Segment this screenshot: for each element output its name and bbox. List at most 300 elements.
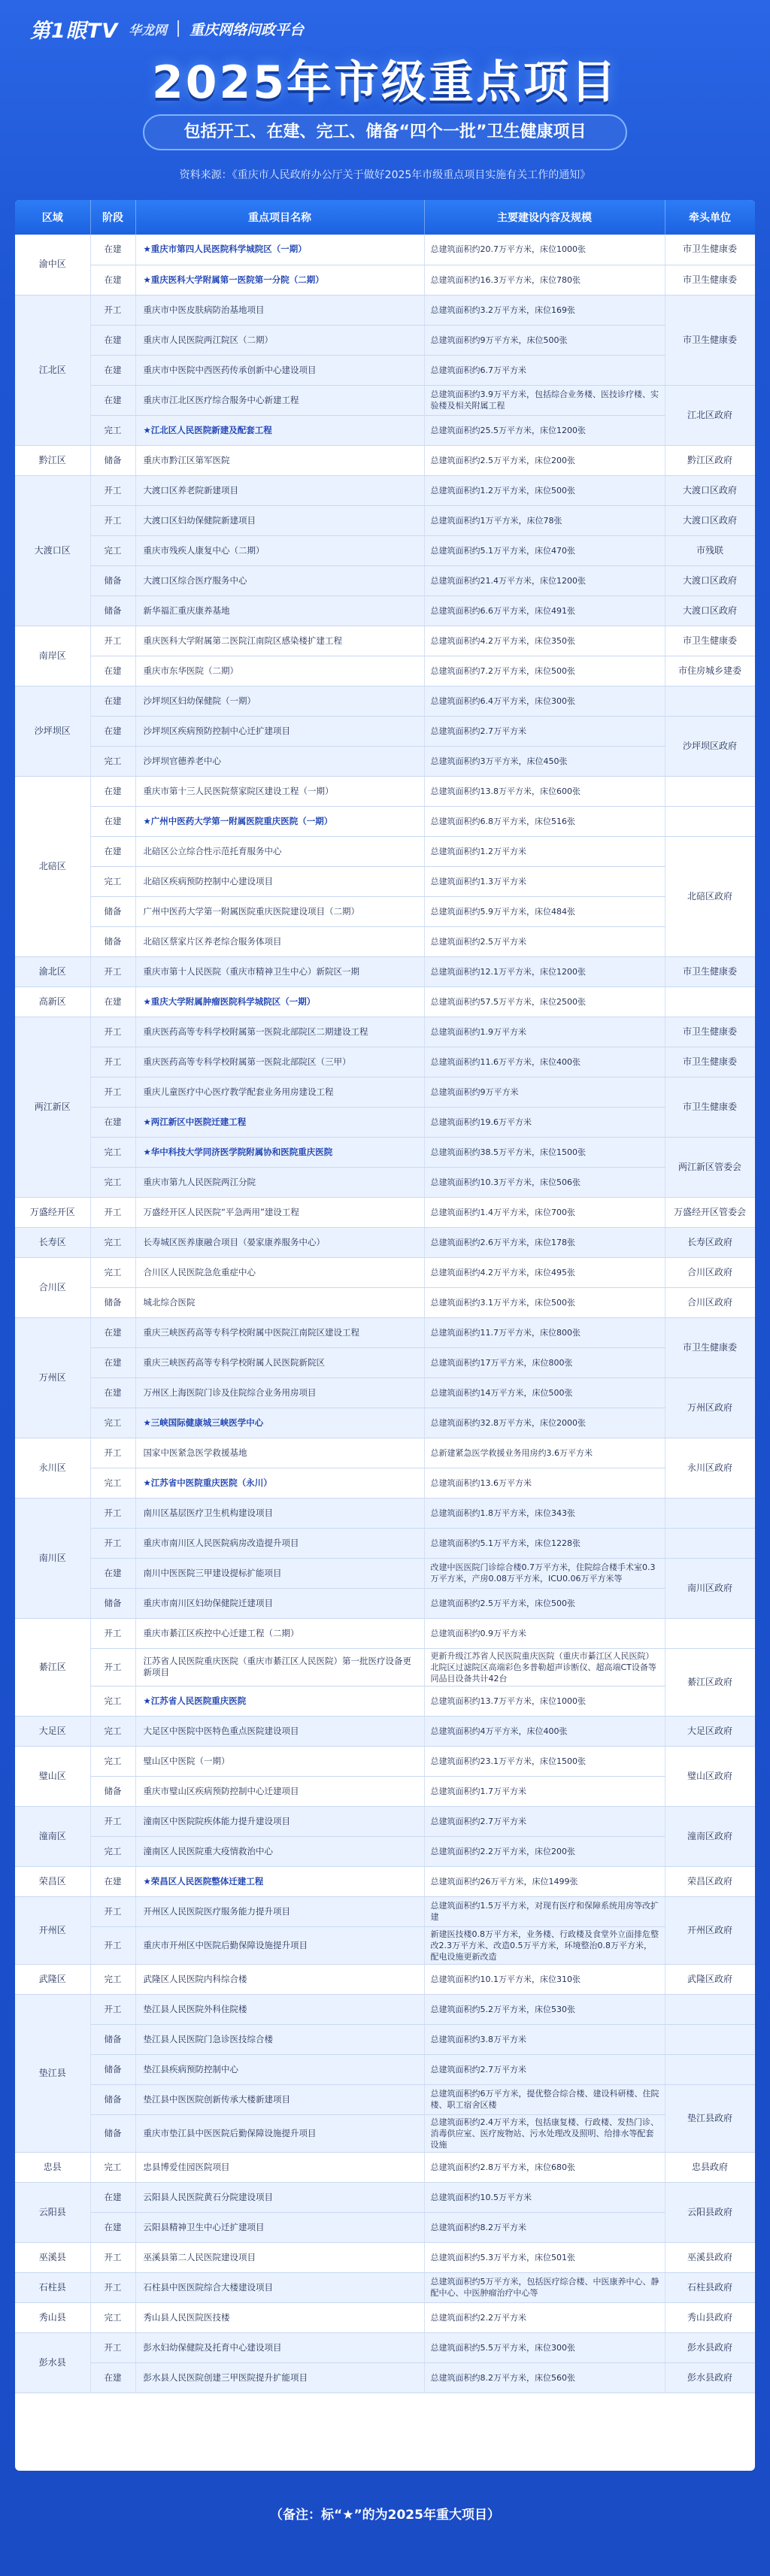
- cell-district: 南岸区: [15, 626, 90, 686]
- cell-project-name: 潼南区中医院院疾体能力提升建设项目: [135, 1806, 424, 1836]
- cell-project-name: 重庆医药高等专科学校附属第一医院北部院区二期建设工程: [135, 1017, 424, 1047]
- cell-stage: 开工: [90, 2242, 135, 2272]
- table-row: [15, 716, 755, 746]
- cell-district: 忠县: [15, 2152, 90, 2182]
- cell-lead-unit: 市卫生健康委: [665, 265, 755, 295]
- cell-scale: 总建筑面积约32.8万平方米，床位2000张: [424, 1408, 665, 1438]
- cell-stage: 储备: [90, 1776, 135, 1806]
- cell-stage: 在建: [90, 2362, 135, 2393]
- cell-scale: 总建筑面积约57.5万平方米，床位2500张: [424, 986, 665, 1017]
- table-row: [15, 2272, 755, 2302]
- cell-project-name: 城北综合医院: [135, 1287, 424, 1317]
- cell-stage: 开工: [90, 1438, 135, 1468]
- cell-stage: 开工: [90, 1994, 135, 2024]
- page-title: 2025年市级重点项目: [152, 56, 618, 109]
- cell-lead-unit: 石柱县政府: [665, 2272, 755, 2302]
- table-row: [15, 1588, 755, 1618]
- table-row: [15, 926, 755, 956]
- cell-district: 大足区: [15, 1716, 90, 1746]
- table-row: [15, 626, 755, 656]
- cell-lead-unit: [665, 986, 755, 1017]
- table-row: [15, 656, 755, 686]
- cell-district: 黔江区: [15, 445, 90, 475]
- cell-project-name: 大渡口区养老院新建项目: [135, 475, 424, 505]
- table-row: [15, 1227, 755, 1257]
- table-row: [15, 2054, 755, 2084]
- cell-scale: 总建筑面积约1万平方米，床位78张: [424, 505, 665, 535]
- table-row: [15, 1377, 755, 1408]
- cell-scale: 总建筑面积约5.3万平方米，床位501张: [424, 2242, 665, 2272]
- table-row: [15, 986, 755, 1017]
- cell-scale: 总建筑面积约1.5万平方米，对现有医疗和保障系统用房等改扩建: [424, 1896, 665, 1926]
- cell-lead-unit: 市卫生健康委: [665, 1047, 755, 1077]
- cell-stage: 完工: [90, 1716, 135, 1746]
- cell-scale: 总建筑面积约1.3万平方米: [424, 866, 665, 896]
- cell-stage: 开工: [90, 1648, 135, 1686]
- platform-logo[interactable]: 重庆网络问政平台: [189, 21, 305, 38]
- cell-project-name: 重庆市中医院中西医药传承创新中心建设项目: [135, 355, 424, 385]
- table-row: [15, 1347, 755, 1377]
- table-row: [15, 2302, 755, 2332]
- cell-scale: 总建筑面积约1.7万平方米: [424, 1776, 665, 1806]
- cell-scale: 总建筑面积约2.6万平方米，床位178张: [424, 1227, 665, 1257]
- cell-lead-unit: [665, 806, 755, 836]
- cell-stage: 完工: [90, 2302, 135, 2332]
- cell-scale: 总建筑面积约5万平方米，包括医疗综合楼、中医康养中心、静配中心、中医肿瘤治疗中心等: [424, 2272, 665, 2302]
- cell-district: 大渡口区: [15, 475, 90, 626]
- table-row: [15, 1257, 755, 1287]
- cell-scale: 总建筑面积约1.2万平方米: [424, 836, 665, 866]
- cell-stage: 开工: [90, 1047, 135, 1077]
- cell-project-name: 北碚区疾病预防控制中心建设项目: [135, 866, 424, 896]
- cell-stage: 储备: [90, 2054, 135, 2084]
- cell-scale: 总建筑面积约20.7万平方米，床位1000张: [424, 235, 665, 265]
- cell-stage: 完工: [90, 1686, 135, 1716]
- table-row: [15, 475, 755, 505]
- cell-scale: 总建筑面积约2.7万平方米: [424, 1806, 665, 1836]
- table-row: [15, 565, 755, 596]
- cell-scale: 总建筑面积约38.5万平方米，床位1500张: [424, 1137, 665, 1167]
- cell-project-name: 垫江县中医医院创新传承大楼新建项目: [135, 2084, 424, 2114]
- cell-project-name: 武隆区人民医院内科综合楼: [135, 1964, 424, 1994]
- table-row: [15, 385, 755, 415]
- cell-project-name: 重庆市垫江县中医医院后勤保障设施提升项目: [135, 2114, 424, 2152]
- cell-stage: 开工: [90, 1528, 135, 1558]
- cell-lead-unit: 两江新区管委会: [665, 1137, 755, 1197]
- cell-project-name: ★两江新区中医院迁建工程: [135, 1107, 424, 1137]
- table-row: [15, 896, 755, 926]
- cell-lead-unit: 綦江区政府: [665, 1648, 755, 1716]
- cell-scale: 总建筑面积约1.2万平方米，床位500张: [424, 475, 665, 505]
- cell-stage: 在建: [90, 1317, 135, 1347]
- table-row: [15, 1964, 755, 1994]
- table-header-row: [15, 200, 755, 235]
- cell-stage: 储备: [90, 926, 135, 956]
- cell-stage: 完工: [90, 535, 135, 565]
- cell-project-name: ★三峡国际健康城三峡医学中心: [135, 1408, 424, 1438]
- table-row: [15, 2332, 755, 2362]
- cell-lead-unit: 市卫生健康委: [665, 1077, 755, 1137]
- cell-district: 合川区: [15, 1257, 90, 1317]
- cell-stage: 完工: [90, 1167, 135, 1197]
- site-logo[interactable]: 华龙网: [129, 23, 168, 38]
- cell-lead-unit: 北碚区政府: [665, 836, 755, 956]
- cell-lead-unit: 大足区政府: [665, 1716, 755, 1746]
- table-row: [15, 1167, 755, 1197]
- cell-scale: 总建筑面积约5.2万平方米，床位530张: [424, 1994, 665, 2024]
- header-stage: 阶段: [90, 200, 135, 235]
- cell-project-name: 重庆市第十人民医院（重庆市精神卫生中心）新院区一期: [135, 956, 424, 986]
- cell-lead-unit: 黔江区政府: [665, 445, 755, 475]
- cell-lead-unit: 彭水县政府: [665, 2332, 755, 2362]
- logo-bar: [30, 14, 304, 44]
- cell-stage: 在建: [90, 325, 135, 355]
- table-row: [15, 1317, 755, 1347]
- cell-project-name: ★华中科技大学同济医学院附属协和医院重庆医院: [135, 1137, 424, 1167]
- cell-lead-unit: 南川区政府: [665, 1558, 755, 1618]
- cell-lead-unit: 潼南区政府: [665, 1806, 755, 1866]
- cell-project-name: 重庆市中医皮肤病防治基地项目: [135, 295, 424, 325]
- cell-project-name: 秀山县人民医院医技楼: [135, 2302, 424, 2332]
- cell-project-name: 重庆市人民医院两江院区（二期）: [135, 325, 424, 355]
- cell-project-name: ★重庆大学附属肿瘤医院科学城院区（一期）: [135, 986, 424, 1017]
- cell-scale: 总建筑面积约13.7万平方米，床位1000张: [424, 1686, 665, 1716]
- cell-stage: 在建: [90, 656, 135, 686]
- cell-stage: 开工: [90, 626, 135, 656]
- cell-lead-unit: 巫溪县政府: [665, 2242, 755, 2272]
- cell-lead-unit: [665, 1618, 755, 1648]
- cell-stage: 开工: [90, 1498, 135, 1528]
- table-row: [15, 1836, 755, 1866]
- table-row: [15, 1618, 755, 1648]
- projects-table-container: [15, 200, 755, 2471]
- table-row: [15, 2212, 755, 2242]
- table-row: [15, 2182, 755, 2212]
- table-row: [15, 836, 755, 866]
- cell-district: 荣昌区: [15, 1866, 90, 1896]
- table-row: [15, 1558, 755, 1588]
- cell-district: 武隆区: [15, 1964, 90, 1994]
- cell-district: 渝北区: [15, 956, 90, 986]
- cell-district: 渝中区: [15, 235, 90, 295]
- cell-stage: 完工: [90, 2152, 135, 2182]
- cell-district: 巫溪县: [15, 2242, 90, 2272]
- cell-lead-unit: 市卫生健康委: [665, 1317, 755, 1377]
- cell-project-name: 垫江县人民医院门急诊医技综合楼: [135, 2024, 424, 2054]
- cell-lead-unit: 大渡口区政府: [665, 565, 755, 596]
- cell-project-name: 彭水县人民医院创建三甲医院提升扩能项目: [135, 2362, 424, 2393]
- cell-lead-unit: 市卫生健康委: [665, 626, 755, 656]
- cell-project-name: 云阳县人民医院黄石分院建设项目: [135, 2182, 424, 2212]
- cell-scale: 总建筑面积约3.9万平方米，包括综合业务楼、医技诊疗楼、实验楼及相关附属工程: [424, 385, 665, 415]
- cell-stage: 完工: [90, 746, 135, 776]
- cell-scale: 总建筑面积约13.8万平方米，床位600张: [424, 776, 665, 806]
- cell-scale: 总建筑面积约21.4万平方米，床位1200张: [424, 565, 665, 596]
- cell-scale: 总新建紧急医学救援业务用房约3.6万平方米: [424, 1438, 665, 1468]
- cell-project-name: ★广州中医药大学第一附属医院重庆医院（一期）: [135, 806, 424, 836]
- cell-scale: 总建筑面积约2.5万平方米，床位500张: [424, 1588, 665, 1618]
- table-row: [15, 1468, 755, 1498]
- cell-stage: 完工: [90, 1836, 135, 1866]
- cell-lead-unit: 彭水县政府: [665, 2362, 755, 2393]
- cell-scale: 总建筑面积约1.4万平方米，床位700张: [424, 1197, 665, 1227]
- table-row: [15, 325, 755, 355]
- table-row: [15, 776, 755, 806]
- cell-scale: 总建筑面积约5.1万平方米，床位1228张: [424, 1528, 665, 1558]
- cell-scale: 总建筑面积约10.3万平方米，床位506张: [424, 1167, 665, 1197]
- cell-district: 永川区: [15, 1438, 90, 1498]
- cell-lead-unit: [665, 2054, 755, 2084]
- cell-district: 北碚区: [15, 776, 90, 956]
- cell-project-name: 重庆市黔江区第军医院: [135, 445, 424, 475]
- cell-project-name: 重庆儿童医疗中心医疗教学配套业务用房建设工程: [135, 1077, 424, 1107]
- cell-scale: 总建筑面积约8.2万平方米: [424, 2212, 665, 2242]
- cell-project-name: 新华福汇重庆康养基地: [135, 596, 424, 626]
- cell-district: 垫江县: [15, 1994, 90, 2152]
- cell-stage: 在建: [90, 686, 135, 716]
- cell-lead-unit: 万州区政府: [665, 1377, 755, 1438]
- cell-scale: 总建筑面积约5.9万平方米，床位484张: [424, 896, 665, 926]
- cell-scale: 总建筑面积约3.8万平方米: [424, 2024, 665, 2054]
- cell-scale: 总建筑面积约9万平方米: [424, 1077, 665, 1107]
- table-row: [15, 1107, 755, 1137]
- cell-scale: 总建筑面积约2.4万平方米，包括康复楼、行政楼、发热门诊、消毒供应室、医疗废物站、污水处理改及照明、给排水等配套设施: [424, 2114, 665, 2152]
- page-subtitle: 包括开工、在建、完工、储备“四个一批”卫生健康项目: [143, 114, 627, 150]
- cell-lead-unit: 合川区政府: [665, 1287, 755, 1317]
- table-row: [15, 415, 755, 445]
- cell-stage: 在建: [90, 1107, 135, 1137]
- cell-stage: 在建: [90, 986, 135, 1017]
- cell-scale: 总建筑面积约11.6万平方米，床位400张: [424, 1047, 665, 1077]
- cell-project-name: 广州中医药大学第一附属医院重庆医院建设项目（二期）: [135, 896, 424, 926]
- cell-stage: 开工: [90, 2332, 135, 2362]
- cell-project-name: 北碚区蔡家片区养老综合服务体项目: [135, 926, 424, 956]
- cell-lead-unit: 秀山县政府: [665, 2302, 755, 2332]
- cell-project-name: 沙坪坝官德养老中心: [135, 746, 424, 776]
- cell-district: 万盛经开区: [15, 1197, 90, 1227]
- table-row: [15, 1438, 755, 1468]
- cell-project-name: 垫江县人民医院外科住院楼: [135, 1994, 424, 2024]
- cell-district: 两江新区: [15, 1017, 90, 1197]
- cell-scale: 总建筑面积约6.6万平方米，床位491张: [424, 596, 665, 626]
- cell-scale: 总建筑面积约2.5万平方米，床位200张: [424, 445, 665, 475]
- cell-project-name: 潼南区人民医院重大疫情救治中心: [135, 1836, 424, 1866]
- cell-project-name: 重庆市南川区妇幼保健院迁建项目: [135, 1588, 424, 1618]
- cell-project-name: 南川区基层医疗卫生机构建设项目: [135, 1498, 424, 1528]
- cell-stage: 在建: [90, 2182, 135, 2212]
- cell-district: 长寿区: [15, 1227, 90, 1257]
- cell-project-name: 重庆市第九人民医院两江分院: [135, 1167, 424, 1197]
- cell-project-name: 沙坪坝区疾病预防控制中心迁扩建项目: [135, 716, 424, 746]
- cell-project-name: 长寿城区医养康融合项目（晏家康养服务中心）: [135, 1227, 424, 1257]
- cell-project-name: 云阳县精神卫生中心迁扩建项目: [135, 2212, 424, 2242]
- cell-scale: 总建筑面积约4.2万平方米，床位495张: [424, 1257, 665, 1287]
- cell-stage: 开工: [90, 1077, 135, 1107]
- cell-scale: 总建筑面积约2.2万平方米，床位200张: [424, 1836, 665, 1866]
- cell-scale: 总建筑面积约3万平方米，床位450张: [424, 746, 665, 776]
- cell-project-name: 重庆市第十三人民医院蔡家院区建设工程（一期）: [135, 776, 424, 806]
- table-row: [15, 866, 755, 896]
- cell-scale: 总建筑面积约10.5万平方米: [424, 2182, 665, 2212]
- cell-lead-unit: [665, 1994, 755, 2024]
- cell-stage: 在建: [90, 716, 135, 746]
- cell-project-name: 重庆三峡医药高等专科学校附属中医院江南院区建设工程: [135, 1317, 424, 1347]
- cell-stage: 在建: [90, 806, 135, 836]
- cell-lead-unit: 万盛经开区管委会: [665, 1197, 755, 1227]
- cell-project-name: ★重庆市第四人民医院科学城院区（一期）: [135, 235, 424, 265]
- table-row: [15, 1746, 755, 1776]
- source-note: 资料来源：《重庆市人民政府办公厅关于做好2025年市级重点项目实施有关工作的通知》: [179, 169, 591, 181]
- header-lead-unit: 牵头单位: [665, 200, 755, 235]
- footnote: （备注：标“★”的为2025年重大项目）: [270, 2508, 500, 2523]
- cell-lead-unit: 大渡口区政府: [665, 596, 755, 626]
- table-row: [15, 1776, 755, 1806]
- cell-scale: 总建筑面积约16.3万平方米，床位780张: [424, 265, 665, 295]
- cell-district: 璧山区: [15, 1746, 90, 1806]
- cell-stage: 开工: [90, 956, 135, 986]
- cell-stage: 完工: [90, 1408, 135, 1438]
- cell-district: 万州区: [15, 1317, 90, 1438]
- table-row: [15, 2152, 755, 2182]
- cell-stage: 在建: [90, 776, 135, 806]
- table-row: [15, 956, 755, 986]
- cell-scale: 更新升级江苏省人民医院重庆医院（重庆市綦江区人民医院）北院区过滤院区高端彩色多普勒超声诊断仪、超高端CT设备等同品目设备共计42台: [424, 1648, 665, 1686]
- table-row: [15, 2024, 755, 2054]
- table-row: [15, 806, 755, 836]
- cell-project-name: ★江苏省中医院重庆医院（永川）: [135, 1468, 424, 1498]
- cell-lead-unit: 市卫生健康委: [665, 956, 755, 986]
- cell-scale: 总建筑面积约6万平方米，提优整合综合楼、建设科研楼、住院楼、职工宿舍区楼: [424, 2084, 665, 2114]
- table-row: [15, 265, 755, 295]
- cell-scale: 总建筑面积约6.7万平方米: [424, 355, 665, 385]
- cell-lead-unit: [665, 1528, 755, 1558]
- cell-district: 彭水县: [15, 2332, 90, 2393]
- cell-project-name: 重庆市江北区医疗综合服务中心新建工程: [135, 385, 424, 415]
- cell-lead-unit: [665, 686, 755, 716]
- table-row: [15, 355, 755, 385]
- cell-project-name: 垫江县疾病预防控制中心: [135, 2054, 424, 2084]
- table-row: [15, 1287, 755, 1317]
- cell-district: 石柱县: [15, 2272, 90, 2302]
- table-row: [15, 1528, 755, 1558]
- cell-lead-unit: 大渡口区政府: [665, 505, 755, 535]
- cell-lead-unit: 大渡口区政府: [665, 475, 755, 505]
- table-row: [15, 1137, 755, 1167]
- cell-project-name: 重庆市璧山区疾病预防控制中心迁建项目: [135, 1776, 424, 1806]
- table-row: [15, 2362, 755, 2393]
- cell-scale: 总建筑面积约2.8万平方米，床位680张: [424, 2152, 665, 2182]
- cell-district: 高新区: [15, 986, 90, 1017]
- cell-lead-unit: 市住房城乡建委: [665, 656, 755, 686]
- cell-project-name: 国家中医紧急医学救援基地: [135, 1438, 424, 1468]
- cell-stage: 在建: [90, 1347, 135, 1377]
- brand-logo[interactable]: 第1眼TV: [30, 19, 119, 43]
- cell-lead-unit: 忠县政府: [665, 2152, 755, 2182]
- cell-project-name: 南川中医医院三甲建设提标扩能项目: [135, 1558, 424, 1588]
- cell-stage: 完工: [90, 1137, 135, 1167]
- cell-scale: 总建筑面积约12.1万平方米，床位1200张: [424, 956, 665, 986]
- cell-project-name: 万州区上海医院门诊及住院综合业务用房项目: [135, 1377, 424, 1408]
- cell-stage: 储备: [90, 2084, 135, 2114]
- cell-project-name: 石柱县中医医院综合大楼建设项目: [135, 2272, 424, 2302]
- cell-stage: 开工: [90, 475, 135, 505]
- cell-district: 綦江区: [15, 1618, 90, 1716]
- cell-stage: 储备: [90, 1588, 135, 1618]
- cell-scale: 总建筑面积约11.7万平方米，床位800张: [424, 1317, 665, 1347]
- cell-stage: 完工: [90, 1227, 135, 1257]
- cell-stage: 开工: [90, 2272, 135, 2302]
- cell-stage: 完工: [90, 1468, 135, 1498]
- cell-stage: 在建: [90, 1558, 135, 1588]
- cell-stage: 完工: [90, 1746, 135, 1776]
- cell-project-name: 重庆三峡医药高等专科学校附属人民医院新院区: [135, 1347, 424, 1377]
- table-row: [15, 686, 755, 716]
- cell-stage: 储备: [90, 596, 135, 626]
- cell-scale: 改建中医医院门诊综合楼0.7万平方米，住院综合楼手术室0.3万平方米，产房0.08万平方米，ICU0.06万平方米等: [424, 1558, 665, 1588]
- cell-scale: 总建筑面积约13.6万平方米: [424, 1468, 665, 1498]
- cell-scale: 总建筑面积约5.1万平方米，床位470张: [424, 535, 665, 565]
- cell-project-name: ★重庆医科大学附属第一医院第一分院（二期）: [135, 265, 424, 295]
- cell-lead-unit: 市卫生健康委: [665, 1017, 755, 1047]
- cell-scale: 总建筑面积约5.5万平方米，床位300张: [424, 2332, 665, 2362]
- cell-lead-unit: 市卫生健康委: [665, 235, 755, 265]
- cell-lead-unit: 荣昌区政府: [665, 1866, 755, 1896]
- table-row: [15, 1806, 755, 1836]
- cell-stage: 开工: [90, 1926, 135, 1964]
- cell-district: 沙坪坝区: [15, 686, 90, 776]
- cell-scale: 总建筑面积约0.9万平方米: [424, 1618, 665, 1648]
- cell-scale: 总建筑面积约3.2万平方米，床位169张: [424, 295, 665, 325]
- cell-stage: 在建: [90, 235, 135, 265]
- cell-lead-unit: [665, 2024, 755, 2054]
- cell-district: 江北区: [15, 295, 90, 445]
- cell-scale: 总建筑面积约6.8万平方米，床位516张: [424, 806, 665, 836]
- cell-stage: 开工: [90, 295, 135, 325]
- cell-scale: 总建筑面积约1.9万平方米: [424, 1017, 665, 1047]
- cell-lead-unit: 云阳县政府: [665, 2182, 755, 2242]
- cell-scale: 总建筑面积约14万平方米，床位500张: [424, 1377, 665, 1408]
- cell-project-name: 重庆市綦江区疾控中心迁建工程（二期）: [135, 1618, 424, 1648]
- table-row: [15, 235, 755, 265]
- cell-project-name: 彭水妇幼保健院及托育中心建设项目: [135, 2332, 424, 2362]
- cell-stage: 完工: [90, 415, 135, 445]
- cell-project-name: 巫溪县第二人民医院建设项目: [135, 2242, 424, 2272]
- cell-project-name: 重庆医科大学附属第二医院江南院区感染楼扩建工程: [135, 626, 424, 656]
- cell-stage: 在建: [90, 1866, 135, 1896]
- cell-scale: 总建筑面积约1.8万平方米，床位343张: [424, 1498, 665, 1528]
- header-district: 区域: [15, 200, 90, 235]
- logo-divider: [177, 20, 179, 37]
- cell-lead-unit: 市残联: [665, 535, 755, 565]
- table-row: [15, 1498, 755, 1528]
- cell-stage: 储备: [90, 1287, 135, 1317]
- cell-scale: 总建筑面积约8.2万平方米，床位560张: [424, 2362, 665, 2393]
- table-row: [15, 2242, 755, 2272]
- cell-scale: 总建筑面积约3.1万平方米，床位500张: [424, 1287, 665, 1317]
- cell-scale: 新建医技楼0.8万平方米，业务楼、行政楼及食堂外立面排危整改2.3万平方米、改造0.5万平方米，环境整治0.8万平方米，配电设施更新改造: [424, 1926, 665, 1964]
- cell-stage: 开工: [90, 1806, 135, 1836]
- cell-project-name: 重庆市残疾人康复中心（二期）: [135, 535, 424, 565]
- cell-stage: 在建: [90, 1377, 135, 1408]
- cell-stage: 储备: [90, 565, 135, 596]
- cell-lead-unit: 合川区政府: [665, 1257, 755, 1287]
- cell-stage: 开工: [90, 1896, 135, 1926]
- cell-project-name: ★荣昌区人民医院整体迁建工程: [135, 1866, 424, 1896]
- table-row: [15, 1077, 755, 1107]
- table-row: [15, 535, 755, 565]
- table-row: [15, 1047, 755, 1077]
- cell-district: 潼南区: [15, 1806, 90, 1866]
